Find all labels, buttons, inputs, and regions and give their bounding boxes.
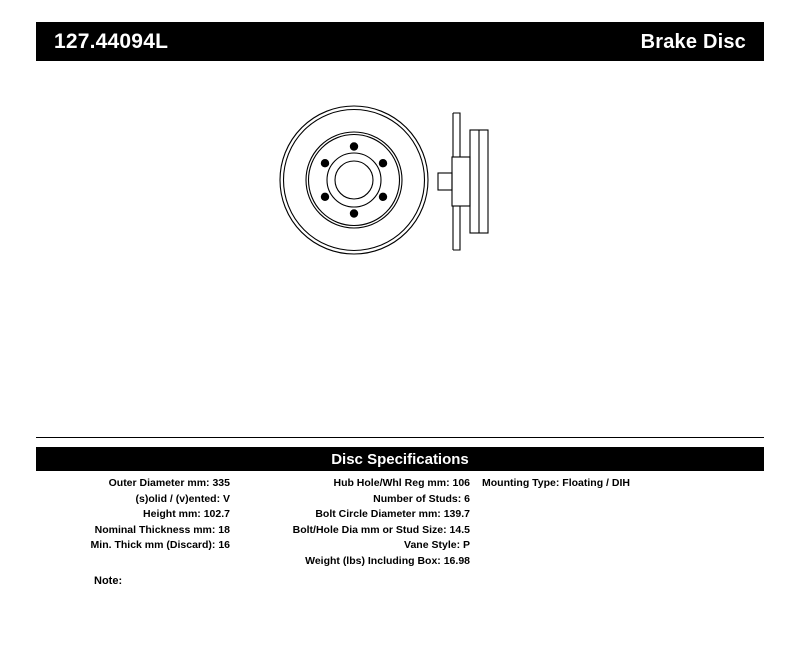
spec-item: Height mm: 102.7: [143, 508, 230, 520]
spec-column-middle: [230, 471, 470, 569]
divider: [36, 437, 764, 438]
spec-column-right: [470, 471, 764, 492]
spec-column-left: [36, 471, 230, 554]
spec-item: Number of Studs: 6: [373, 492, 470, 505]
product-type-label: Brake Disc: [640, 30, 746, 53]
rotor-hub-hole: [335, 161, 373, 199]
spec-item: Outer Diameter mm: 335: [108, 477, 230, 489]
rotor-drawing-svg: [270, 95, 530, 265]
page-title: 127.44094L: [54, 30, 169, 53]
rotor-outer-circle: [280, 106, 428, 254]
spec-table: [36, 471, 764, 631]
rotor-outer-edge-inner: [284, 110, 425, 251]
spec-columns: [36, 471, 764, 569]
note-label: Note:: [94, 575, 123, 587]
spec-section-title: Disc Specifications: [36, 447, 764, 471]
rotor-bolt-holes: [321, 142, 387, 217]
spec-item: Nominal Thickness mm: 18: [94, 523, 230, 536]
spec-item: Bolt Circle Diameter mm: 139.7: [315, 508, 470, 520]
rotor-side-view: [438, 113, 488, 250]
spec-item: Weight (lbs) Including Box: 16.98: [305, 554, 470, 567]
spec-item: Mounting Type: Floating / DIH: [482, 477, 630, 489]
spec-item: Bolt/Hole Dia mm or Stud Size: 14.5: [292, 523, 470, 536]
brake-rotor-drawing: [270, 95, 530, 265]
spec-item: Min. Thick mm (Discard): 16: [90, 539, 230, 551]
spec-item: Vane Style: P: [404, 539, 470, 551]
spec-item: Hub Hole/Whl Reg mm: 106: [333, 477, 470, 489]
header-bar: [36, 22, 764, 61]
spec-item: (s)olid / (v)ented: V: [135, 492, 230, 505]
